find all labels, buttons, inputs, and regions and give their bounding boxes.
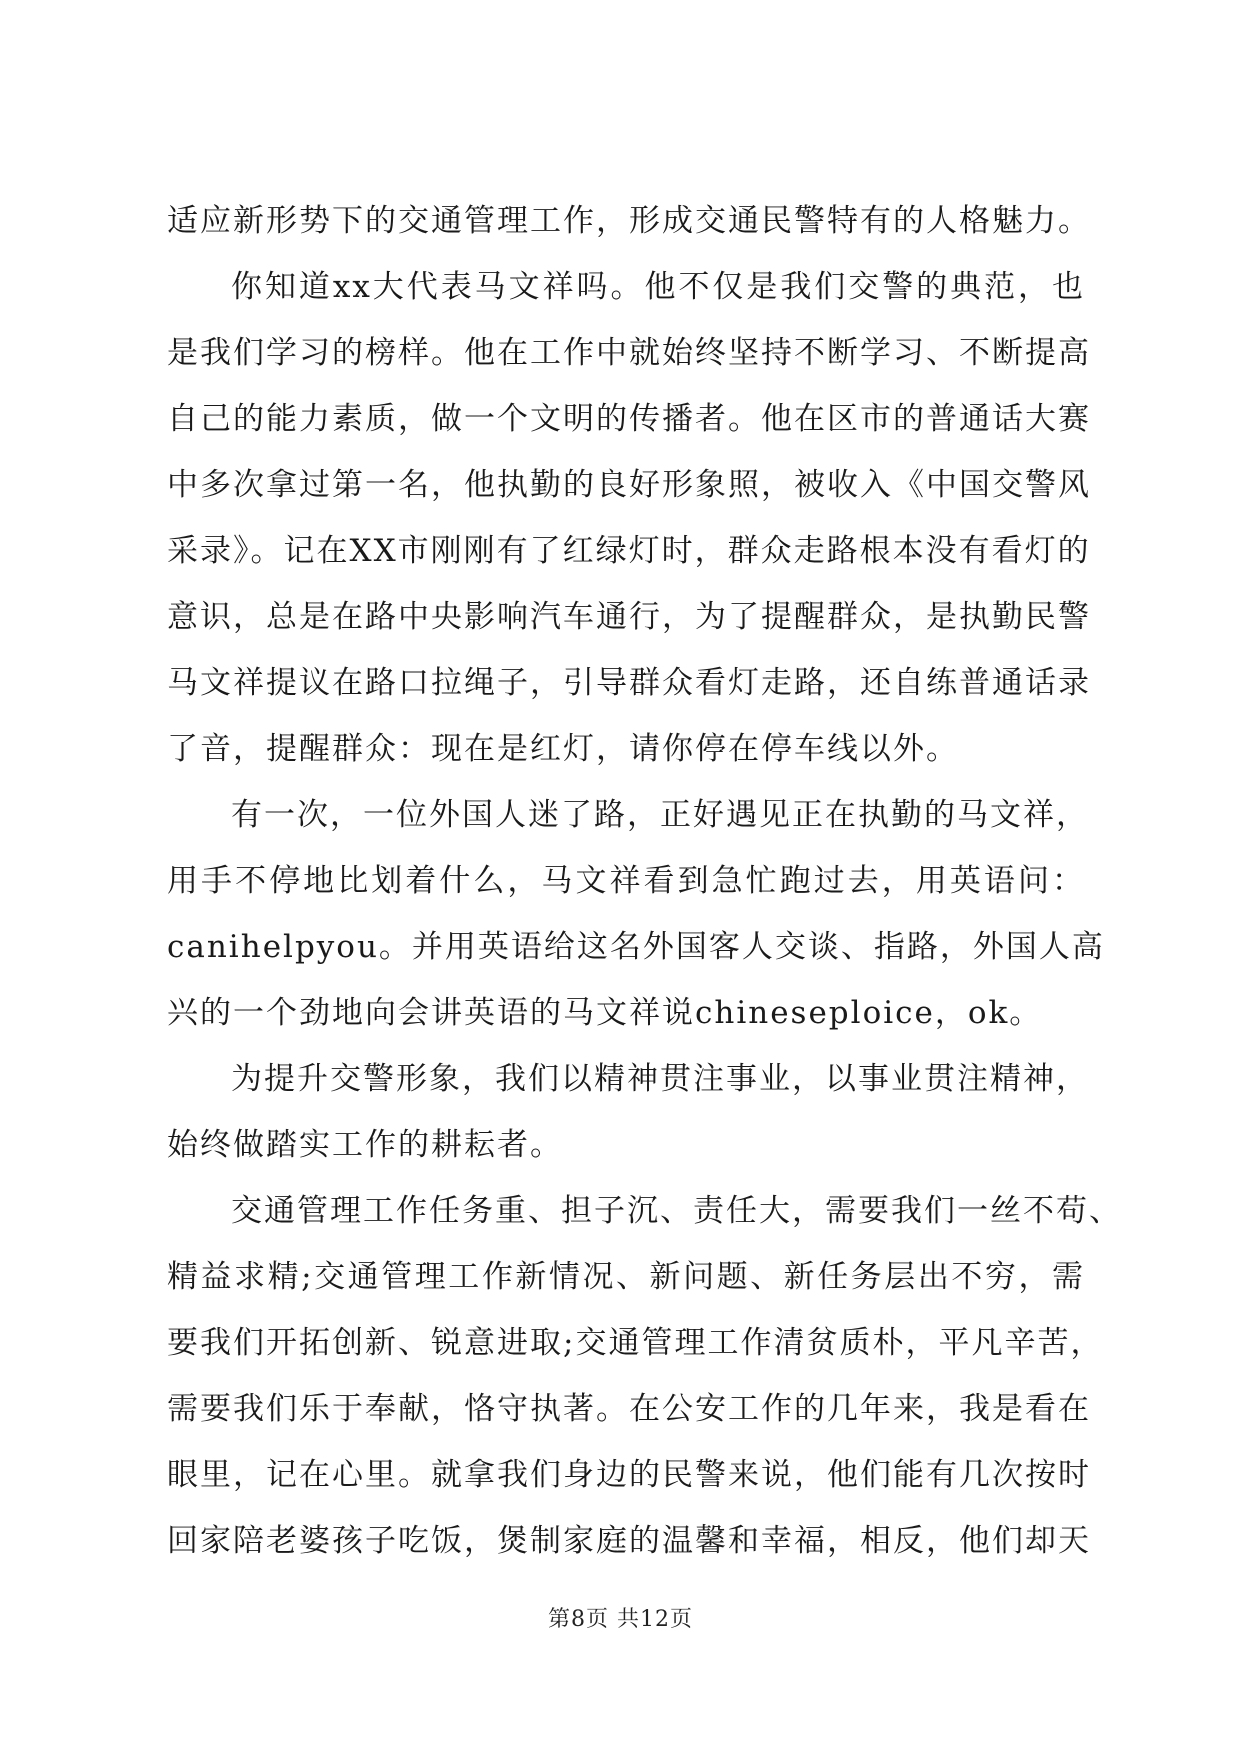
text-line: 要我们开拓创新、锐意进取;交通管理工作清贫质朴，平凡辛苦，: [167, 1325, 1104, 1361]
text-line: 精益求精;交通管理工作新情况、新问题、新任务层出不穷，需: [167, 1259, 1085, 1295]
text-line: 是我们学习的榜样。他在工作中就始终坚持不断学习、不断提高: [167, 335, 1091, 371]
text-line: 用手不停地比划着什么，马文祥看到急忙跑过去，用英语问：: [167, 863, 1085, 899]
text-line: 适应新形势下的交通管理工作，形成交通民警特有的人格魅力。: [167, 203, 1091, 239]
text-line: canihelpyou。并用英语给这名外国客人交谈、指路，外国人高: [167, 929, 1105, 965]
text-line: 回家陪老婆孩子吃饭，煲制家庭的温馨和幸福，相反，他们却天: [167, 1523, 1091, 1559]
text-line: 为提升交警形象，我们以精神贯注事业，以事业贯注精神，: [231, 1061, 1089, 1097]
text-line: 马文祥提议在路口拉绳子，引导群众看灯走路，还自练普通话录: [167, 665, 1091, 701]
body-text: [167, 188, 1122, 1574]
text-line: 中多次拿过第一名，他执勤的良好形象照，被收入《中国交警风: [167, 467, 1091, 503]
text-line: 了音，提醒群众：现在是红灯，请你停在停车线以外。: [167, 731, 959, 767]
text-line: 兴的一个劲地向会讲英语的马文祥说chineseploice，ok。: [167, 995, 1043, 1031]
page-number-footer: 第8页 共12页: [548, 1607, 693, 1632]
text-line: 眼里，记在心里。就拿我们身边的民警来说，他们能有几次按时: [167, 1457, 1091, 1493]
text-line: 需要我们乐于奉献，恪守执著。在公安工作的几年来，我是看在: [167, 1391, 1091, 1427]
text-line: 有一次，一位外国人迷了路，正好遇见正在执勤的马文祥，: [231, 797, 1089, 833]
text-line: 你知道xx大代表马文祥吗。他不仅是我们交警的典范，也: [231, 269, 1085, 305]
text-line: 采录》。记在XX市刚刚有了红绿灯时，群众走路根本没有看灯的: [167, 533, 1091, 569]
text-line: 交通管理工作任务重、担子沉、责任大，需要我们一丝不苟、: [231, 1193, 1122, 1229]
text-line: 意识，总是在路中央影响汽车通行，为了提醒群众，是执勤民警: [167, 599, 1091, 635]
text-line: 始终做踏实工作的耕耘者。: [167, 1127, 563, 1163]
text-line: 自己的能力素质，做一个文明的传播者。他在区市的普通话大赛: [167, 401, 1091, 437]
